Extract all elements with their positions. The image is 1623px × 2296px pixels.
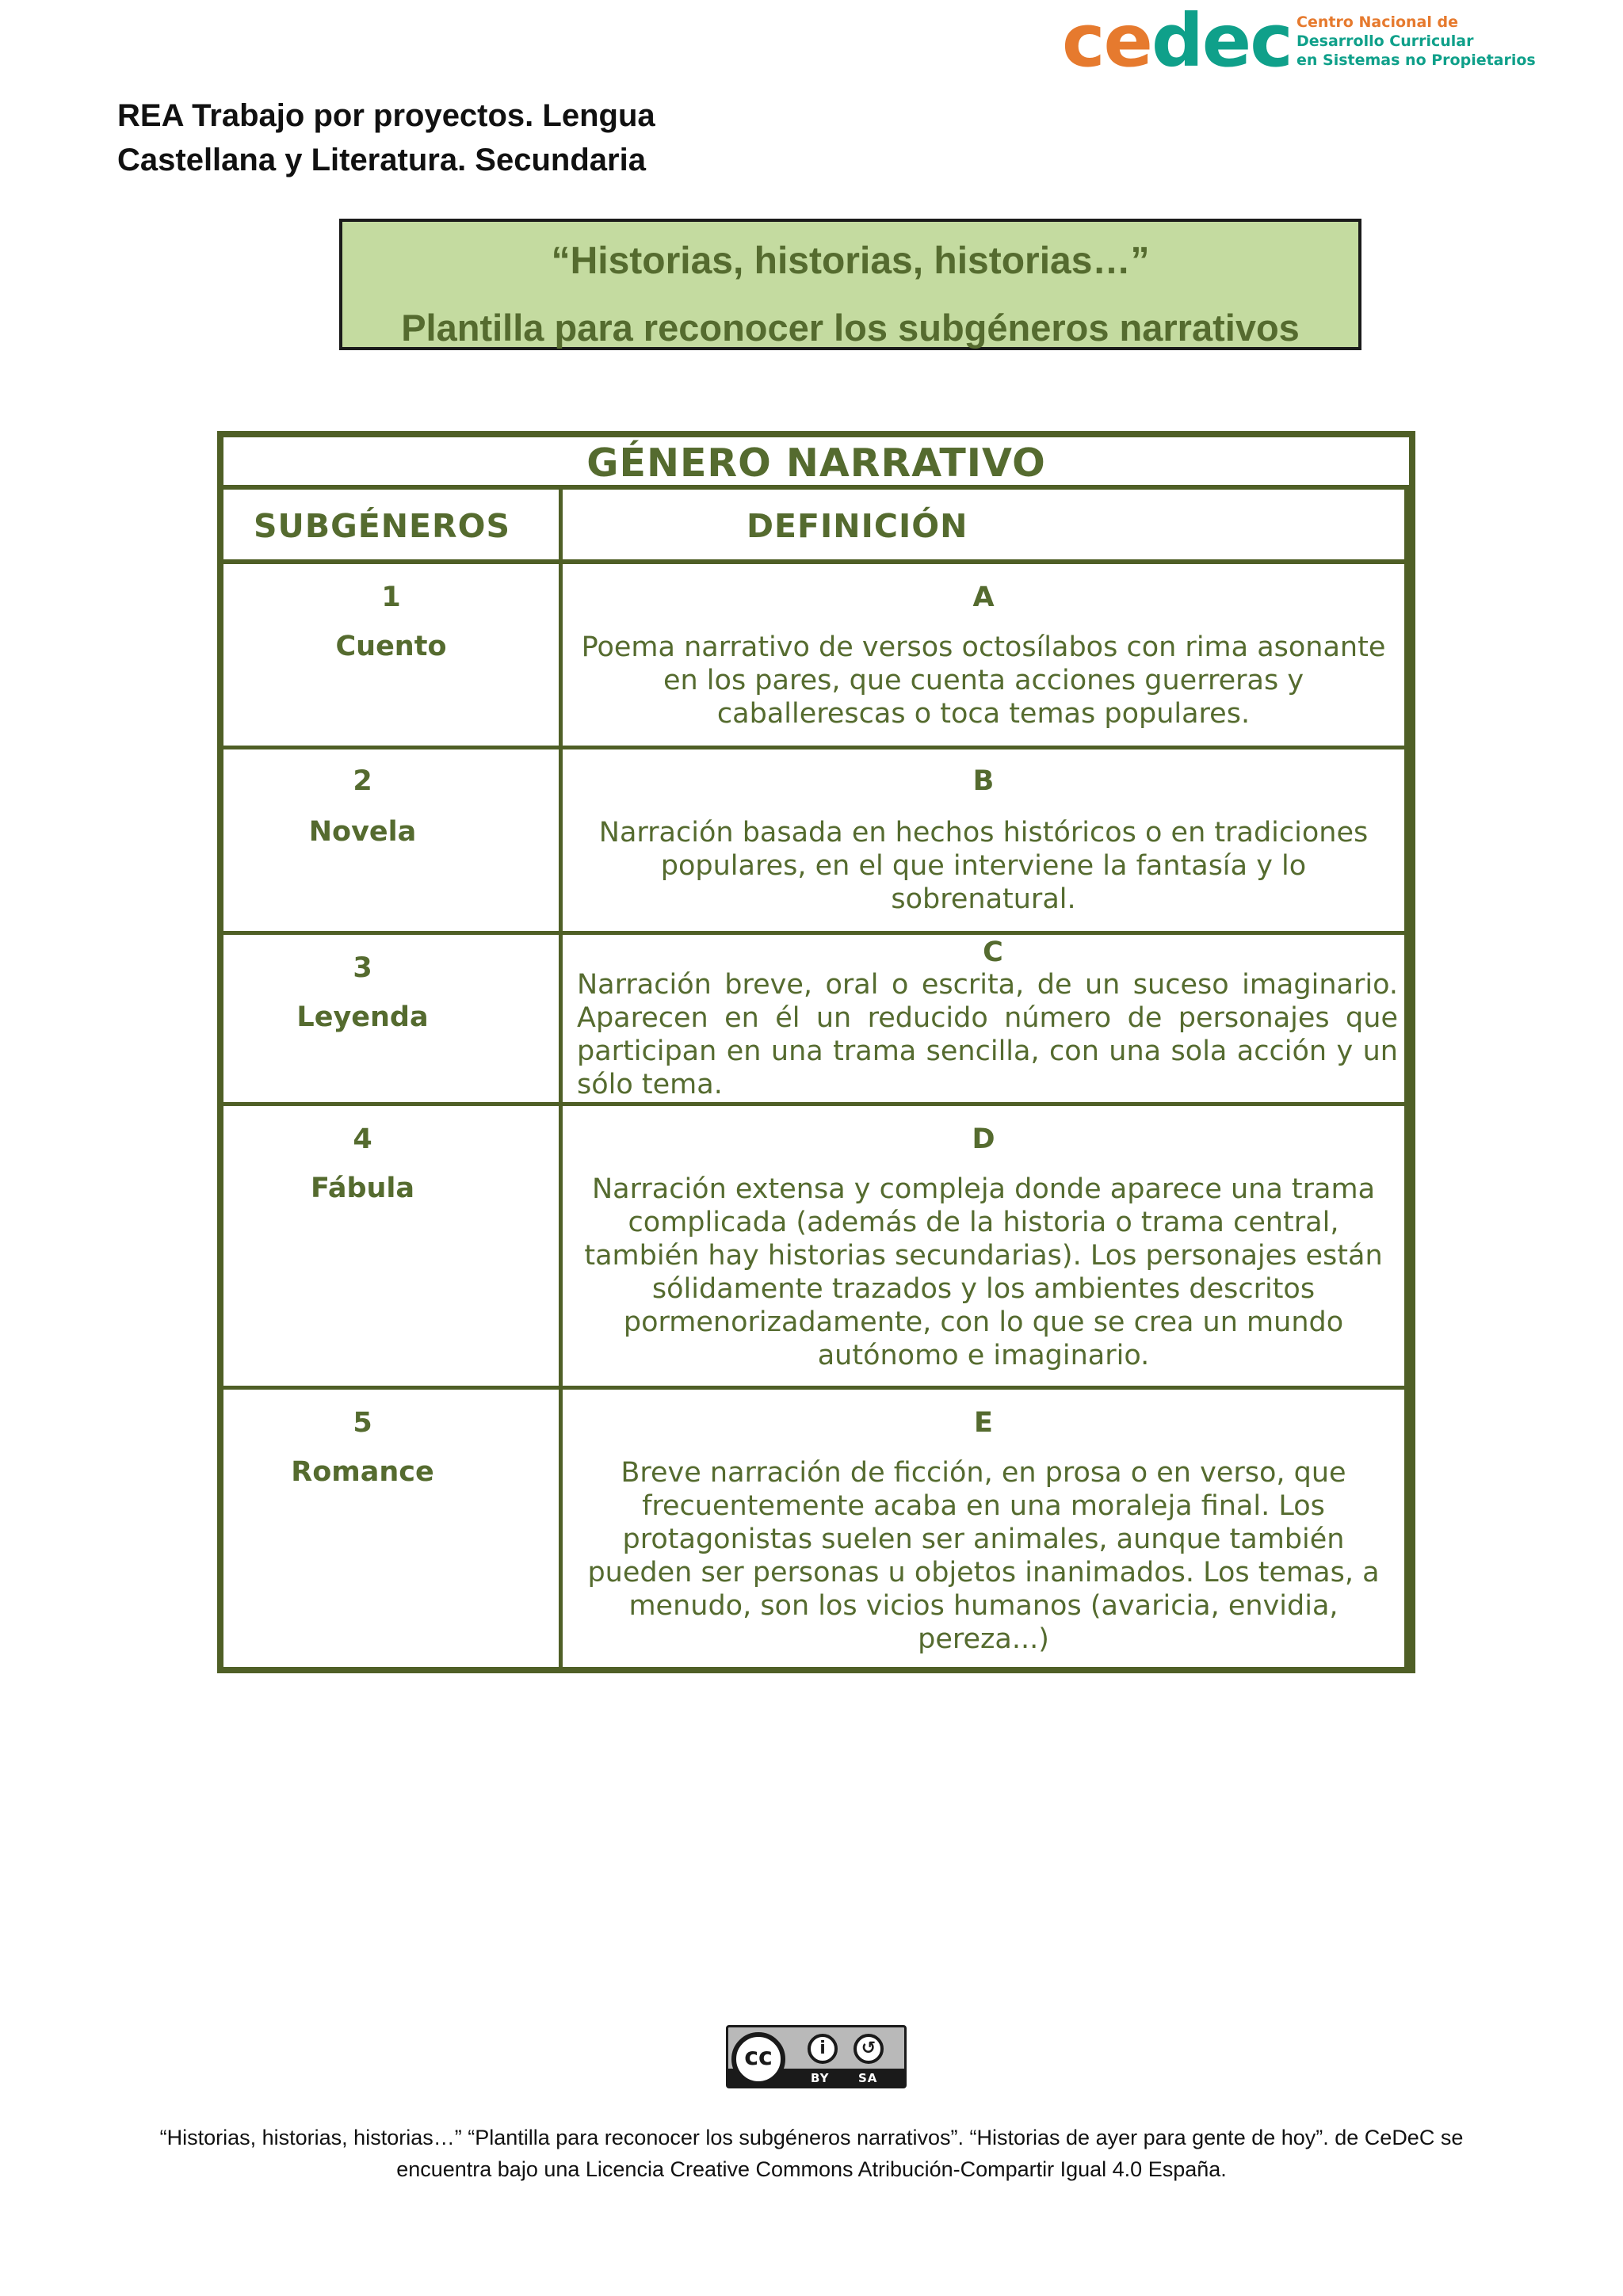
table-row (223, 1106, 1404, 1390)
document-header (117, 93, 831, 182)
definition-text: Narración extensa y compleja donde aparece una trama complicada (además de la historia o trama central, también hay historias secundarias). Los personajes están sólidamente trazados y los ambientes descritos pormenorizadamente, con lo que se crea un mundo autónomo e imaginario. (584, 1173, 1383, 1371)
subgenre-number: 1 (381, 582, 401, 613)
table-title: GÉNERO NARRATIVO (586, 441, 1046, 486)
title-box (339, 219, 1361, 350)
genre-table (217, 431, 1415, 1673)
logo-line-3: en Sistemas no Propietarios (1296, 51, 1536, 69)
footer-line-2: encuentra bajo una Licencia Creative Commons Atribución-Compartir Igual 4.0 España. (396, 2157, 1227, 2181)
logo-word-ce: ce (1062, 0, 1151, 83)
logo-subtitle (1296, 13, 1536, 70)
column-header-subgeneros: SUBGÉNEROS (254, 507, 511, 545)
cc-license-badge (726, 2025, 907, 2088)
share-alike-icon: ↺ (854, 2034, 884, 2064)
logo-line-2: Desarrollo Curricular (1296, 32, 1474, 50)
table-row (223, 1390, 1404, 1667)
sa-label: SA (858, 2071, 878, 2085)
header-line-2: Castellana y Literatura. Secundaria (117, 143, 646, 177)
subgenre-number: 2 (353, 765, 372, 797)
definition-letter: C (983, 936, 1003, 968)
table-row (223, 749, 1404, 935)
attribution-icon: i (808, 2034, 838, 2064)
table-row (223, 935, 1404, 1106)
table-title-row (223, 437, 1409, 490)
by-label: BY (811, 2071, 830, 2085)
definition-text: Poema narrativo de versos octosílabos con rima asonante en los pares, que cuenta acciones guerreras y caballerescas o toca temas populares. (581, 631, 1386, 730)
logo-line-1: Centro Nacional de (1296, 13, 1458, 31)
license-footer (119, 2122, 1504, 2185)
definition-text: Breve narración de ficción, en prosa o en verso, que frecuentemente acaba en una moraleja final. Los protagonistas suelen ser animales, aunque también pueden ser personas u objetos inanimados. Los temas, a menudo, son los vicios humanos (avaricia, envidia, pereza...) (587, 1457, 1380, 1655)
logo-wordmark (1062, 0, 1292, 83)
cc-icon (731, 2032, 785, 2086)
definition-letter: D (972, 1123, 995, 1155)
subgenre-name: Fábula (310, 1173, 415, 1204)
subgenre-name: Novela (308, 816, 417, 848)
table-row (223, 564, 1404, 749)
right-border (1404, 490, 1409, 1667)
column-divider (559, 490, 563, 1667)
subgenre-number: 3 (353, 952, 372, 984)
subgenre-name: Cuento (335, 631, 447, 662)
definition-letter: B (972, 765, 995, 797)
definition-text: Narración breve, oral o escrita, de un suceso imaginario. Aparecen en él un reducido número de personajes que participan en una trama sencilla, con una sola acción y un sólo tema. (577, 969, 1398, 1100)
subgenre-number: 5 (353, 1407, 372, 1439)
column-header-definicion: DEFINICIÓN (747, 507, 968, 545)
title-line-2: Plantilla para reconocer los subgéneros narrativos (401, 307, 1300, 349)
subgenre-number: 4 (353, 1123, 372, 1155)
logo-word-dec: dec (1151, 0, 1292, 83)
footer-line-1: “Historias, historias, historias…” “Plantilla para reconocer los subgéneros narrativos”. “Historias de ayer para gente de hoy”. de CeDeC se (159, 2126, 1464, 2149)
definition-letter: E (974, 1407, 993, 1439)
subgenre-name: Romance (291, 1456, 434, 1488)
definition-letter: A (972, 582, 995, 613)
definition-text: Narración basada en hechos históricos o en tradiciones populares, en el que interviene la fantasía y lo sobrenatural. (598, 817, 1369, 915)
table-header-row (223, 490, 1409, 564)
header-line-1: REA Trabajo por proyectos. Lengua (117, 98, 655, 133)
cc-icon-label: cc (744, 2043, 773, 2071)
cedec-logo (1062, 0, 1537, 83)
title-line-1: “Historias, historias, historias…” (551, 240, 1150, 282)
subgenre-name: Leyenda (296, 1001, 429, 1033)
